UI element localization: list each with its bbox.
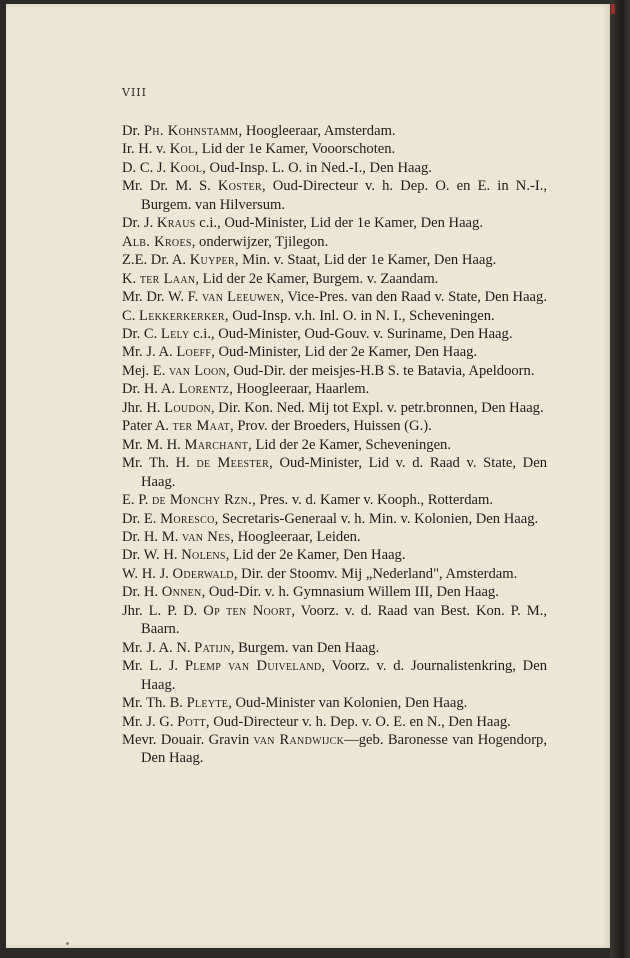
entry-surname: Kool bbox=[169, 159, 203, 176]
entry-details: , Voorz. v. d. Raad van Best. Kon. P. M., Baarn. bbox=[141, 602, 547, 638]
entry-surname: Koster bbox=[217, 178, 262, 195]
entry-details: , Lid der 2e Kamer, Burgem. v. Zaandam. bbox=[195, 270, 439, 287]
list-entry bbox=[122, 177, 547, 214]
entry-surname: ter Laan bbox=[139, 270, 196, 287]
entry-details: , Voorz. v. d. Journalistenkring, Den Haag. bbox=[141, 658, 547, 693]
entry-details: , Hoogleeraar, Leiden. bbox=[230, 528, 361, 545]
list-entry bbox=[122, 454, 547, 491]
entry-surname: Lely bbox=[160, 325, 190, 342]
entry-details: , Oud-Dir. v. h. Gymnasium Willem III, Den Haag. bbox=[201, 584, 499, 601]
entry-details: , Secretaris-Generaal v. h. Min. v. Kolonien, Den Haag. bbox=[214, 510, 539, 527]
entry-details: c.i., Oud-Minister, Oud-Gouv. v. Suriname, Den Haag. bbox=[189, 325, 513, 342]
list-entry bbox=[122, 657, 547, 694]
entry-prefix: Mej. E. bbox=[122, 362, 170, 379]
entry-details: , Lid der 2e Kamer, Den Haag. bbox=[225, 547, 406, 564]
entry-prefix: Mr. Dr. M. S. bbox=[122, 178, 218, 195]
spine-red-marker bbox=[611, 4, 615, 14]
entry-prefix: Dr. E. bbox=[122, 510, 161, 527]
entry-prefix: Jhr. H. bbox=[122, 399, 165, 416]
entry-prefix: Pater A. bbox=[122, 418, 173, 435]
entry-details: , Oud-Insp. L. O. in Ned.-I., Den Haag. bbox=[202, 159, 432, 176]
entry-surname: Moresco bbox=[160, 510, 215, 527]
entry-surname: Nolens bbox=[181, 547, 226, 564]
entry-prefix: Mr. J. A. bbox=[122, 344, 177, 361]
entry-prefix: Mr. Dr. W. F. bbox=[122, 289, 202, 306]
list-entry bbox=[122, 583, 547, 601]
entry-surname: Pleyte bbox=[186, 695, 229, 712]
list-entry bbox=[122, 528, 547, 546]
book-spine bbox=[610, 0, 630, 958]
entry-details: , Pres. v. d. Kamer v. Kooph., Rotterdam. bbox=[252, 492, 493, 509]
entry-prefix: Mr. L. J. bbox=[122, 658, 185, 675]
paper-speck bbox=[66, 942, 69, 945]
entry-surname: Loeff bbox=[176, 344, 212, 361]
list-entry bbox=[122, 362, 547, 380]
list-entry bbox=[122, 713, 547, 731]
list-entry bbox=[122, 639, 547, 657]
entry-prefix: C. bbox=[122, 307, 140, 324]
list-entry bbox=[122, 399, 547, 417]
list-entry bbox=[122, 140, 547, 158]
entry-surname: Ph. Kohnstamm bbox=[143, 123, 239, 139]
entry-surname: Alb. Kroes bbox=[122, 233, 192, 250]
entry-details: , Oud-Minister, Lid der 2e Kamer, Den Haag. bbox=[211, 344, 478, 361]
list-entry bbox=[122, 380, 547, 398]
entry-prefix: W. H. J. bbox=[122, 565, 173, 582]
list-entry bbox=[122, 417, 547, 435]
entry-details: , Burgem. van Den Haag. bbox=[230, 639, 380, 656]
entry-details: , Min. v. Staat, Lid der 1e Kamer, Den Haag. bbox=[234, 252, 497, 269]
entry-prefix: Dr. bbox=[122, 123, 144, 139]
entry-prefix: K. bbox=[122, 270, 140, 287]
entry-prefix: Dr. H. A. bbox=[122, 381, 179, 398]
list-entry bbox=[122, 491, 547, 509]
list-entry bbox=[122, 731, 547, 768]
entry-surname: van Leeuwen bbox=[201, 289, 281, 306]
entry-surname: Marchant bbox=[184, 436, 249, 453]
entry-prefix: Dr. J. bbox=[122, 215, 157, 232]
entry-surname: Oderwald bbox=[172, 565, 234, 582]
entry-details: , Lid der 1e Kamer, Vooorschoten. bbox=[194, 141, 396, 158]
entry-prefix: Jhr. L. P. D. bbox=[122, 602, 204, 619]
entry-prefix: Mr. J. A. N. bbox=[122, 639, 195, 656]
entry-surname: Kol bbox=[169, 141, 195, 158]
entry-details: , Oud-Minister, Lid v. d. Raad v. State, Den Haag. bbox=[141, 455, 547, 490]
entry-surname: de Meester bbox=[196, 455, 270, 472]
entry-prefix: Dr. H. bbox=[122, 584, 162, 601]
list-entry bbox=[122, 159, 547, 177]
entry-details: , Dir. Kon. Ned. Mij tot Expl. v. petr.bronnen, Den Haag. bbox=[211, 399, 544, 416]
entry-surname: van Randwijck bbox=[253, 731, 345, 748]
list-entry bbox=[122, 510, 547, 528]
entry-prefix: Dr. H. M. bbox=[122, 528, 182, 545]
list-entry bbox=[122, 288, 547, 306]
entry-surname: Kuyper bbox=[189, 252, 235, 269]
entry-prefix: Mr. M. H. bbox=[122, 436, 185, 453]
entry-surname: Kraus bbox=[156, 215, 196, 232]
list-entry bbox=[122, 602, 547, 639]
page-number: VIII bbox=[122, 86, 147, 99]
entry-details: , Vice-Pres. van den Raad v. State, Den Haag. bbox=[280, 289, 547, 306]
entry-surname: de Monchy Rzn. bbox=[152, 492, 253, 509]
entry-surname: Loudon bbox=[164, 399, 211, 416]
entry-prefix: Ir. H. v. bbox=[122, 141, 170, 158]
entry-surname: Onnen bbox=[161, 584, 202, 601]
entry-details: , Hoogleeraar, Amsterdam. bbox=[238, 123, 396, 139]
entry-details: , Oud-Directeur v. h. Dep. O. en E. in N.-I., Burgem. van Hilversum. bbox=[141, 178, 548, 213]
entry-surname: ter Maat bbox=[172, 418, 231, 435]
list-entry bbox=[122, 251, 547, 269]
entry-surname: Pott bbox=[177, 713, 206, 730]
entry-details: , onderwijzer, Tjilegon. bbox=[191, 233, 329, 250]
entry-details: , Oud-Insp. v.h. Inl. O. in N. I., Scheveningen. bbox=[224, 307, 495, 324]
entry-surname: van Nes bbox=[182, 528, 231, 545]
entry-details: , Dir. der Stoomv. Mij „Nederland", Amsterdam. bbox=[233, 565, 518, 582]
entry-prefix: D. C. J. bbox=[122, 159, 170, 176]
entry-prefix: E. P. bbox=[122, 492, 153, 509]
entry-surname: Op ten Noort bbox=[203, 602, 292, 619]
entry-details: c.i., Oud-Minister, Lid der 1e Kamer, Den Haag. bbox=[195, 215, 483, 232]
entry-surname: Plemp van Duiveland bbox=[184, 658, 322, 675]
list-entry bbox=[122, 214, 547, 232]
entry-details: , Oud-Minister van Kolonien, Den Haag. bbox=[228, 695, 468, 712]
list-entry bbox=[122, 436, 547, 454]
entry-prefix: Mr. Th. H. bbox=[122, 455, 197, 472]
entry-surname: van Loon bbox=[169, 362, 227, 379]
list-entry bbox=[122, 307, 547, 325]
list-entry bbox=[122, 122, 547, 140]
entry-details: , Oud-Dir. der meisjes-H.B S. te Batavia, Apeldoorn. bbox=[226, 362, 535, 379]
book-page bbox=[6, 4, 610, 948]
list-entry bbox=[122, 565, 547, 583]
list-entry bbox=[122, 325, 547, 343]
list-entry bbox=[122, 694, 547, 712]
entry-details: , Oud-Directeur v. h. Dep. v. O. E. en N., Den Haag. bbox=[205, 713, 511, 730]
list-entry bbox=[122, 546, 547, 564]
list-entry bbox=[122, 270, 547, 288]
entry-prefix: Mr. Th. B. bbox=[122, 695, 187, 712]
entry-details: , Hoogleeraar, Haarlem. bbox=[229, 381, 370, 398]
entry-prefix: Mevr. Douair. Gravin bbox=[122, 731, 254, 748]
entry-details: , Prov. der Broeders, Huissen (G.). bbox=[230, 418, 432, 435]
entry-prefix: Dr. W. H. bbox=[122, 547, 182, 564]
entry-details: —geb. Baronesse van Hogendorp, Den Haag. bbox=[141, 731, 548, 767]
entry-prefix: Mr. J. G. bbox=[122, 713, 178, 730]
entry-prefix: Dr. C. bbox=[122, 325, 161, 342]
entry-surname: Patijn bbox=[194, 639, 231, 656]
entry-details: , Lid der 2e Kamer, Scheveningen. bbox=[248, 436, 452, 453]
entry-surname: Lekkerkerker bbox=[139, 307, 225, 324]
entry-surname: Lorentz bbox=[178, 381, 230, 398]
list-entry bbox=[122, 343, 547, 361]
list-entry bbox=[122, 233, 547, 251]
entry-prefix: Z.E. Dr. A. bbox=[122, 252, 190, 269]
member-list bbox=[122, 122, 547, 768]
